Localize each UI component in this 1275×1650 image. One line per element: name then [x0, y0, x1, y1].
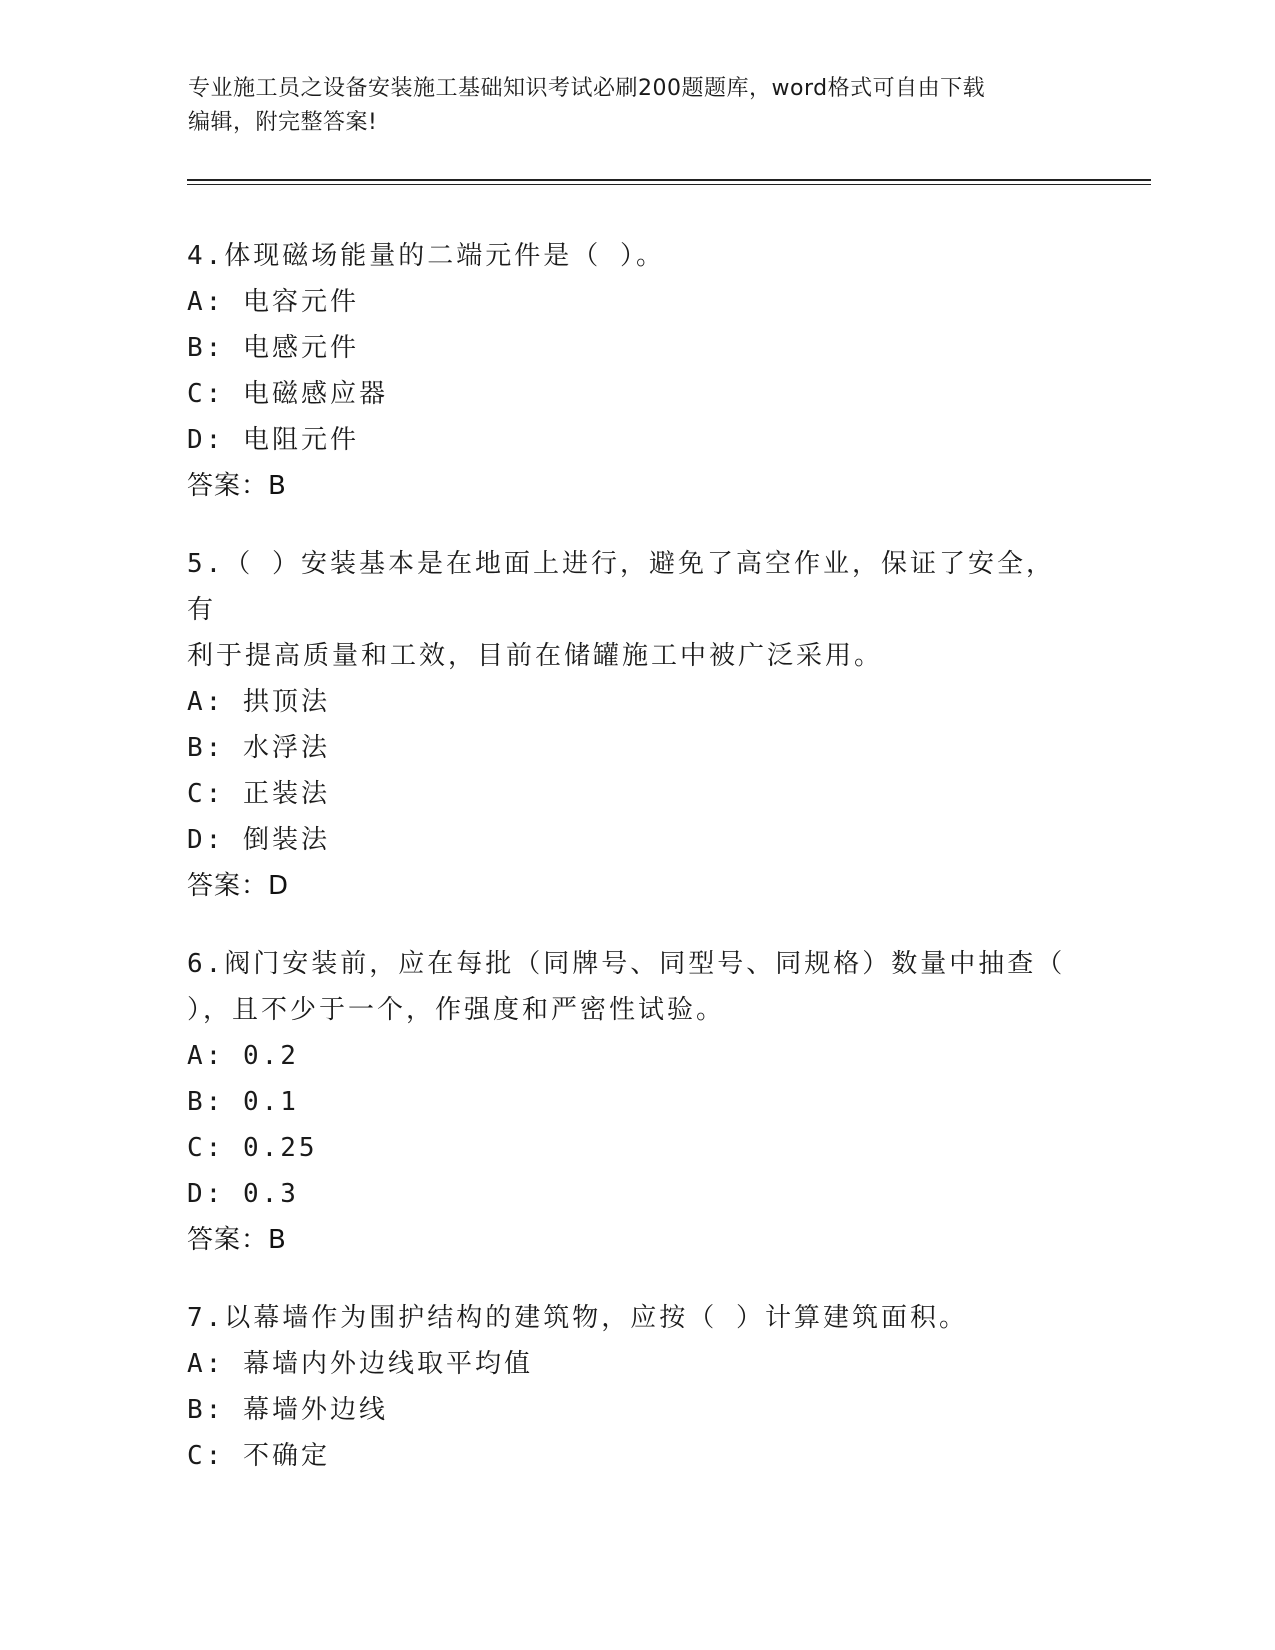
header-title-line-1: 专业施工员之设备安装施工基础知识考试必刷200题题库，word格式可自由下载	[188, 76, 986, 101]
option-b: B: 0.1	[187, 1087, 299, 1117]
question-stem-line: 5.（ ）安装基本是在地面上进行，避免了高空作业，保证了安全，有	[187, 549, 1055, 625]
question-stem-line: 4.体现磁场能量的二端元件是（ ）。	[187, 241, 665, 271]
option-b: B: 水浮法	[187, 733, 330, 763]
header-divider-thin	[187, 184, 1151, 185]
answer-label: 答案：D	[187, 871, 290, 901]
option-a: A: 幕墙内外边线取平均值	[187, 1349, 533, 1379]
option-c: C: 电磁感应器	[187, 379, 388, 409]
question-6	[187, 941, 1087, 1263]
answer-label: 答案：B	[187, 1225, 287, 1255]
option-a: A: 电容元件	[187, 287, 359, 317]
question-stem-line: 7.以幕墙作为围护结构的建筑物，应按（ ）计算建筑面积。	[187, 1303, 968, 1333]
option-c: C: 0.25	[187, 1133, 318, 1163]
option-d: D: 倒装法	[187, 825, 330, 855]
question-list	[187, 233, 1087, 1511]
option-b: B: 电感元件	[187, 333, 359, 363]
option-c: C: 正装法	[187, 779, 330, 809]
question-7	[187, 1295, 1087, 1479]
option-b: B: 幕墙外边线	[187, 1395, 388, 1425]
option-d: D: 电阻元件	[187, 425, 359, 455]
header-title-line-2: 编辑，附完整答案!	[188, 110, 378, 135]
question-5	[187, 541, 1087, 909]
option-a: A: 0.2	[187, 1041, 299, 1071]
option-d: D: 0.3	[187, 1179, 299, 1209]
answer-label: 答案：B	[187, 471, 287, 501]
document-header	[188, 72, 1068, 140]
header-divider-thick	[187, 179, 1151, 181]
question-stem-line: ），且不少于一个，作强度和严密性试验。	[187, 995, 726, 1025]
question-4	[187, 233, 1087, 509]
option-c: C: 不确定	[187, 1441, 330, 1471]
option-a: A: 拱顶法	[187, 687, 330, 717]
question-stem-line: 利于提高质量和工效，目前在储罐施工中被广泛采用。	[187, 641, 884, 671]
question-stem-line: 6.阀门安装前，应在每批（同牌号、同型号、同规格）数量中抽查（	[187, 949, 1066, 979]
